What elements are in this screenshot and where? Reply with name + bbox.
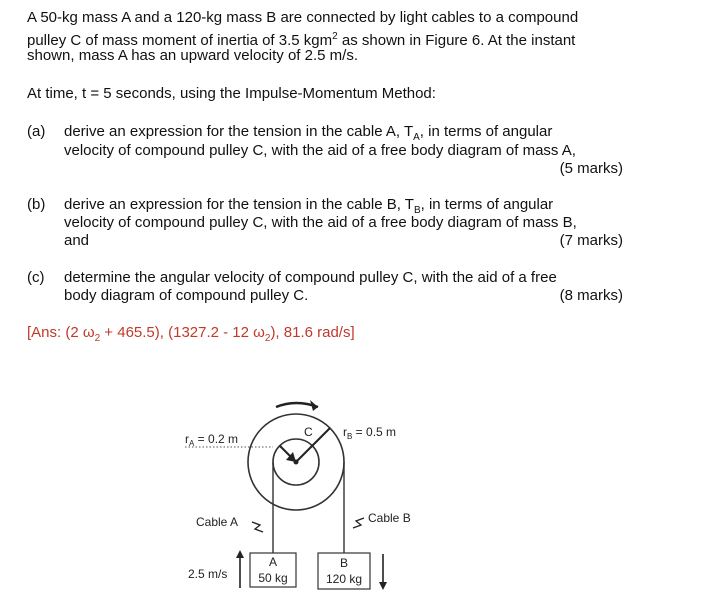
cable-a-pointer (252, 522, 263, 532)
answer-part-3: ), 81.6 rad/s] (270, 324, 355, 341)
mass-a-name: A (268, 555, 278, 569)
part-a-line-1-text: derive an expression for the tension in the cable A, T (64, 123, 414, 140)
part-b-subscript: B (413, 205, 421, 216)
answer-part-1: [Ans: (2 ω (27, 324, 95, 341)
velocity-arrowhead-down (379, 582, 387, 590)
velocity-label: 2.5 m/s (188, 567, 228, 581)
intro-line-1: A 50-kg mass A and a 120-kg mass B are connected by light cables to a compound (27, 9, 579, 26)
part-a-label: (a) (27, 123, 46, 140)
part-b-line-1-tail: , in terms of angular (420, 196, 554, 213)
part-b-label: (b) (27, 196, 46, 213)
part-c-line-2: body diagram of compound pulley C. (64, 287, 309, 304)
ra-value: = 0.2 m (194, 432, 239, 446)
intro-line-2-tail: as shown in Figure 6. At the instant (337, 32, 576, 49)
part-b-line-2: velocity of compound pulley C, with the aid of a free body diagram of mass B, (64, 214, 577, 231)
rb-value: = 0.5 m (352, 425, 397, 439)
rb-subscript: B (347, 432, 353, 441)
answer-subscript-2: 2 (264, 333, 271, 344)
rb-symbol: r (343, 425, 347, 439)
cable-a-label: Cable A (196, 515, 239, 529)
intro-line-3: shown, mass A has an upward velocity of 2.5 m/s. (27, 47, 358, 64)
pulley-center (294, 460, 299, 465)
part-a-subscript: A (413, 132, 420, 143)
time-line: At time, t = 5 seconds, using the Impulse-Momentum Method: (27, 85, 436, 102)
intro-line-2-text: pulley C of mass moment of inertia of 3.5 kgm (27, 32, 333, 49)
mass-b-name: B (339, 556, 349, 570)
radius-b-line (296, 428, 330, 462)
ra-symbol: r (185, 432, 189, 446)
answer-subscript-1: 2 (94, 333, 101, 344)
part-c-label: (c) (27, 269, 45, 286)
part-b-marks: (7 marks) (559, 232, 623, 249)
rb-label (343, 425, 396, 441)
part-c-marks: (8 marks) (559, 287, 623, 304)
mass-a-value: 50 kg (258, 571, 288, 585)
answer-part-2: + 465.5), (1327.2 - 12 ω (100, 324, 265, 341)
mass-b-value: 120 kg (325, 572, 363, 586)
cable-b-pointer (353, 518, 364, 528)
part-a-marks: (5 marks) (559, 160, 623, 177)
pulley-c-label: C (304, 425, 313, 439)
part-a-line-1-tail: , in terms of angular (419, 123, 553, 140)
velocity-arrowhead-up (236, 550, 244, 558)
part-a-line-2: velocity of compound pulley C, with the aid of a free body diagram of mass A, (64, 142, 576, 159)
part-b-line-3: and (64, 232, 90, 249)
ra-subscript: A (189, 439, 195, 448)
part-c-line-1: determine the angular velocity of compound pulley C, with the aid of a free (64, 269, 557, 286)
squared-superscript: 2 (332, 31, 338, 42)
cable-b-label: Cable B (368, 511, 411, 525)
ra-label (185, 432, 238, 448)
part-b-line-1-text: derive an expression for the tension in the cable B, T (64, 196, 414, 213)
